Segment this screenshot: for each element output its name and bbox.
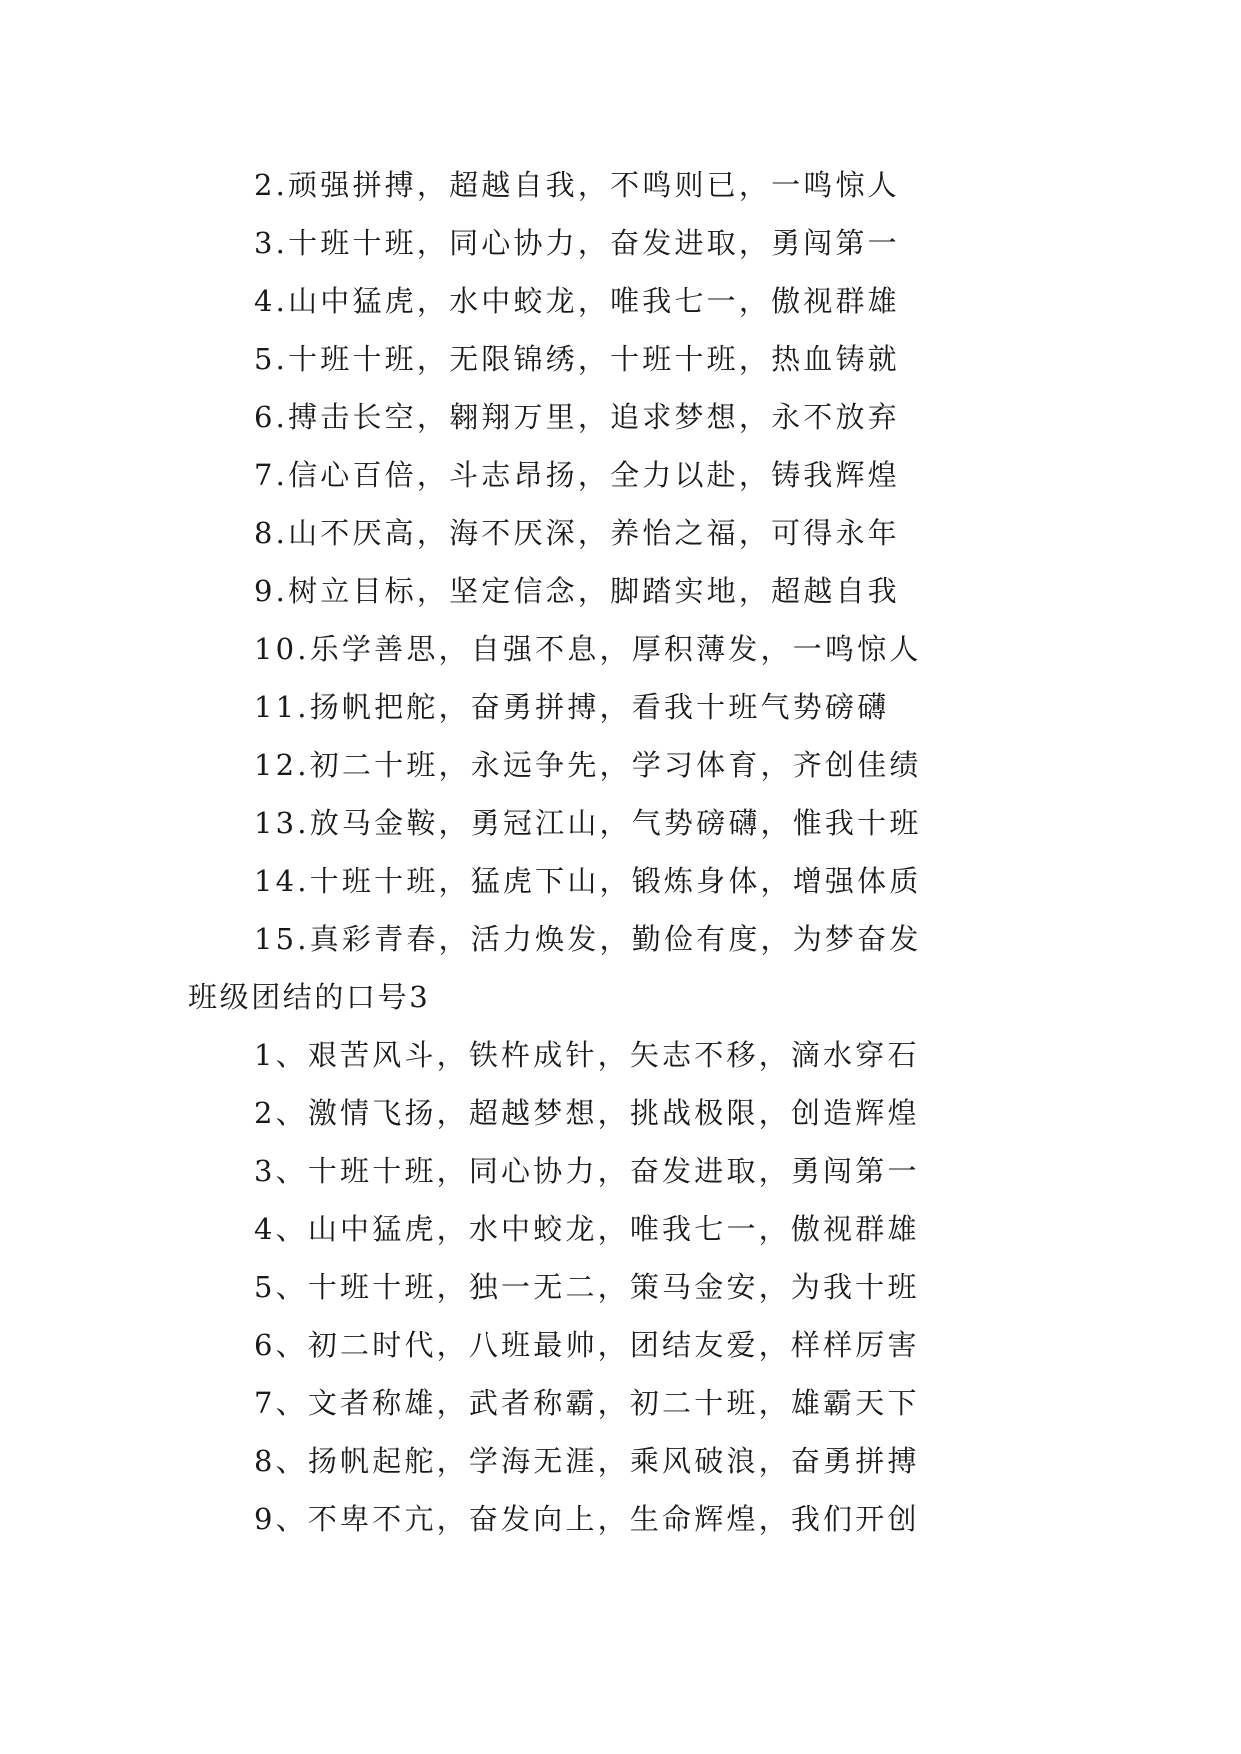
list-item: 2、激情飞扬，超越梦想，挑战极限，创造辉煌 xyxy=(254,1096,920,1130)
list-item: 9.树立目标，坚定信念，脚踏实地，超越自我 xyxy=(254,574,900,608)
list-item: 1、艰苦风斗，铁杵成针，矢志不移，滴水穿石 xyxy=(254,1038,920,1072)
list-item: 8、扬帆起舵，学海无涯，乘风破浪，奋勇拼搏 xyxy=(254,1444,920,1478)
slogan-list-continued xyxy=(0,156,1241,1548)
list-item: 15.真彩青春，活力焕发，勤俭有度，为梦奋发 xyxy=(254,922,922,956)
list-item: 6.搏击长空，翱翔万里，追求梦想，永不放弃 xyxy=(254,400,900,434)
list-item: 14.十班十班，猛虎下山，锻炼身体，增强体质 xyxy=(254,864,922,898)
list-item: 7、文者称雄，武者称霸，初二十班，雄霸天下 xyxy=(254,1386,920,1420)
section-heading: 班级团结的口号3 xyxy=(188,980,431,1014)
list-item: 4、山中猛虎，水中蛟龙，唯我七一，傲视群雄 xyxy=(254,1212,920,1246)
list-item: 5、十班十班，独一无二，策马金安，为我十班 xyxy=(254,1270,920,1304)
list-item: 12.初二十班，永远争先，学习体育，齐创佳绩 xyxy=(254,748,922,782)
list-item: 3.十班十班，同心协力，奋发进取，勇闯第一 xyxy=(254,226,900,260)
list-item: 8.山不厌高，海不厌深，养怡之福，可得永年 xyxy=(254,516,900,550)
list-item: 4.山中猛虎，水中蛟龙，唯我七一，傲视群雄 xyxy=(254,284,900,318)
list-item: 6、初二时代，八班最帅，团结友爱，样样厉害 xyxy=(254,1328,920,1362)
list-item: 11.扬帆把舵，奋勇拼搏，看我十班气势磅礴 xyxy=(254,690,890,724)
list-item: 13.放马金鞍，勇冠江山，气势磅礴，惟我十班 xyxy=(254,806,922,840)
list-item: 2.顽强拼搏，超越自我，不鸣则已，一鸣惊人 xyxy=(254,168,900,202)
list-item: 5.十班十班，无限锦绣，十班十班，热血铸就 xyxy=(254,342,900,376)
list-item: 7.信心百倍，斗志昂扬，全力以赴，铸我辉煌 xyxy=(254,458,900,492)
list-item: 3、十班十班，同心协力，奋发进取，勇闯第一 xyxy=(254,1154,920,1188)
list-item: 9、不卑不亢，奋发向上，生命辉煌，我们开创 xyxy=(254,1502,920,1536)
list-item: 10.乐学善思，自强不息，厚积薄发，一鸣惊人 xyxy=(254,632,922,666)
